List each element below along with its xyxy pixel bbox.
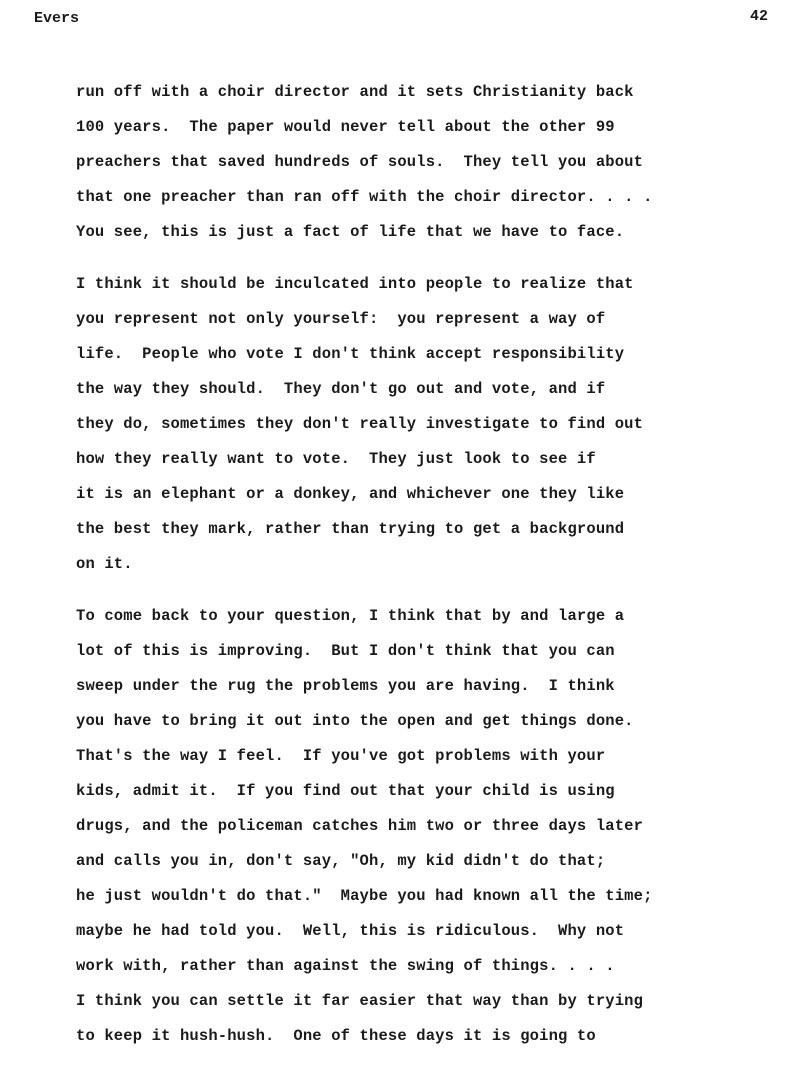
- text-line: kids, admit it. If you find out that your child is using: [76, 782, 615, 800]
- text-line: to keep it hush-hush. One of these days it is going to: [76, 1027, 596, 1045]
- text-line: preachers that saved hundreds of souls. They tell you about: [76, 153, 644, 171]
- text-line: you represent not only yourself: you represent a way of: [76, 310, 606, 328]
- text-line: drugs, and the policeman catches him two or three days later: [76, 817, 644, 835]
- text-line: the best they mark, rather than trying to get a background: [76, 520, 625, 538]
- text-line: he just wouldn't do that." Maybe you had known all the time;: [76, 887, 653, 905]
- text-line: the way they should. They don't go out and vote, and if: [76, 380, 606, 398]
- text-line: I think you can settle it far easier that way than by trying: [76, 992, 644, 1010]
- text-line: run off with a choir director and it sets Christianity back: [76, 83, 634, 101]
- text-line: how they really want to vote. They just look to see if: [76, 450, 596, 468]
- page-number: 42: [749, 8, 768, 25]
- text-line: You see, this is just a fact of life that we have to face.: [76, 223, 625, 241]
- text-line: work with, rather than against the swing of things. . . .: [76, 957, 615, 975]
- header-name: Evers: [34, 10, 80, 27]
- text-line: and calls you in, don't say, "Oh, my kid didn't do that;: [76, 852, 606, 870]
- text-line: that one preacher than ran off with the choir director. . . .: [76, 188, 653, 206]
- text-line: That's the way I feel. If you've got problems with your: [76, 747, 606, 765]
- text-line: it is an elephant or a donkey, and whichever one they like: [76, 485, 625, 503]
- text-line: I think it should be inculcated into people to realize that: [76, 275, 634, 293]
- text-line: you have to bring it out into the open and get things done.: [76, 712, 634, 730]
- text-line: they do, sometimes they don't really investigate to find out: [76, 415, 644, 433]
- page-header: [0, 8, 800, 32]
- text-line: sweep under the rug the problems you are having. I think: [76, 677, 615, 695]
- paragraph-2: [76, 267, 736, 582]
- text-line: life. People who vote I don't think accept responsibility: [76, 345, 625, 363]
- paragraph-3: [76, 599, 736, 1054]
- text-line: lot of this is improving. But I don't think that you can: [76, 642, 615, 660]
- paragraph-1: [76, 75, 736, 250]
- text-line: 100 years. The paper would never tell about the other 99: [76, 118, 615, 136]
- text-line: To come back to your question, I think that by and large a: [76, 607, 625, 625]
- text-line: on it.: [76, 555, 133, 573]
- text-line: maybe he had told you. Well, this is ridiculous. Why not: [76, 922, 625, 940]
- document-body: [76, 75, 736, 1054]
